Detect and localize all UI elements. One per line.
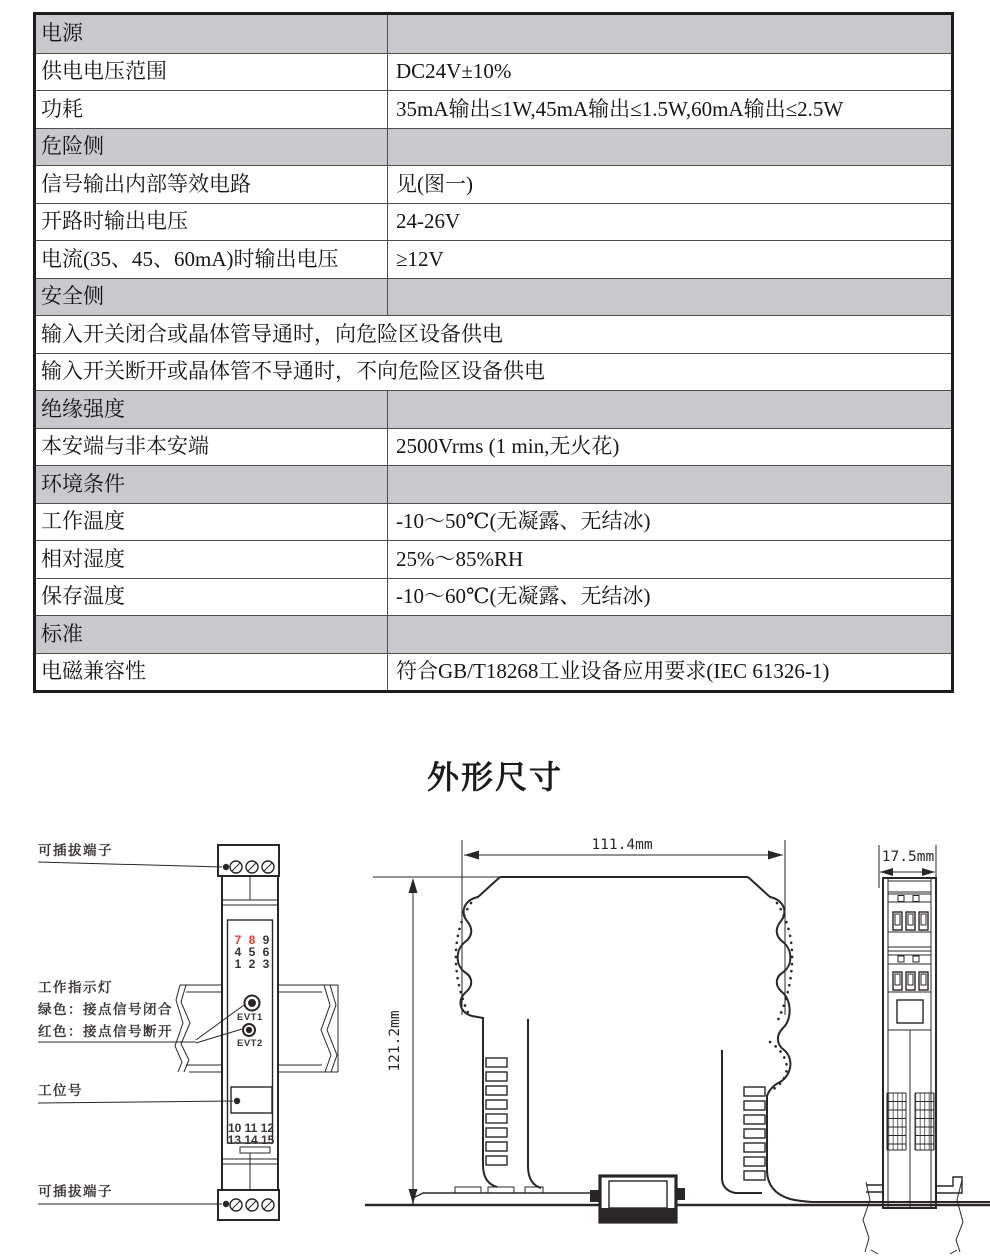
spec-value: -10～50℃(无凝露、无结冰) — [396, 509, 651, 534]
led-evt2 — [237, 1024, 263, 1049]
spec-row — [36, 128, 951, 166]
spec-row — [36, 428, 951, 466]
end-housing — [883, 878, 936, 1208]
spec-label: 功耗 — [36, 91, 388, 128]
width-dim-label: 111.4mm — [591, 837, 653, 853]
spec-value: -10～60℃(无凝露、无结冰) — [396, 584, 651, 609]
spec-value: 25%～85%RH — [396, 546, 524, 571]
spec-value: 24-26V — [396, 209, 461, 234]
annotation-top-terminal: 可插拔端子 — [38, 843, 113, 858]
outline-dimension-drawing — [0, 820, 990, 1257]
spec-row — [36, 390, 951, 428]
spec-value — [388, 391, 951, 428]
terminal-number: 3 — [262, 957, 270, 971]
spec-value: DC24V±10% — [396, 59, 512, 84]
dimensions-heading: 外形尺寸 — [426, 759, 563, 795]
terminal-number: 7 — [234, 933, 242, 947]
spec-value: ≥12V — [396, 246, 444, 271]
terminal-number: 6 — [262, 945, 270, 959]
led1-label: EVT1 — [237, 1012, 263, 1023]
spec-label: 输入开关闭合或晶体管导通时，向危险区设备供电 — [41, 321, 503, 346]
leader-dot — [223, 1201, 229, 1207]
spec-value — [388, 15, 951, 53]
spec-label: 相对湿度 — [36, 541, 388, 578]
spec-label: 绝缘强度 — [36, 391, 388, 428]
leader-dot — [223, 864, 229, 870]
spec-label: 标准 — [36, 616, 388, 653]
spec-row — [36, 203, 951, 241]
spec-row — [36, 53, 951, 91]
spec-label: 安全侧 — [36, 279, 388, 316]
spec-value: 见(图一) — [396, 171, 473, 196]
annotation-indicator-title: 工作指示灯 — [38, 980, 113, 995]
spec-label: 开路时输出电压 — [36, 204, 388, 241]
terminal-number: 4 — [234, 945, 242, 959]
spec-label: 电流(35、45、60mA)时输出电压 — [36, 241, 388, 278]
din-clip — [590, 1176, 685, 1222]
leader-dot — [234, 1098, 240, 1104]
terminal-number: 1 — [234, 957, 242, 971]
spec-label: 本安端与非本安端 — [36, 429, 388, 466]
spec-row — [36, 15, 951, 53]
spec-label: 信号输出内部等效电路 — [36, 166, 388, 203]
terminal-number: 2 — [248, 957, 256, 971]
terminal-numbers-top — [235, 933, 270, 971]
terminal-number: 10 11 12 — [227, 1121, 275, 1135]
spec-row — [36, 578, 951, 616]
terminal-number: 5 — [248, 945, 256, 959]
front-view — [38, 842, 338, 1220]
end-terminals-1 — [893, 912, 928, 930]
spec-row — [36, 315, 951, 353]
spec-label: 电源 — [36, 15, 388, 53]
spec-label: 电磁兼容性 — [36, 654, 388, 691]
annotation-indicator-red: 红色：接点信号断开 — [38, 1024, 173, 1039]
spec-value — [388, 616, 951, 653]
spec-value: 符合GB/T18268工业设备应用要求(IEC 61326-1) — [396, 659, 830, 684]
spec-table — [33, 12, 954, 693]
spec-row — [36, 503, 951, 541]
spec-row — [36, 653, 951, 691]
spec-value — [388, 129, 951, 166]
height-dimension — [373, 877, 500, 1204]
terminal-numbers-bottom — [228, 1121, 275, 1147]
spec-value — [388, 466, 951, 503]
spec-row — [36, 353, 951, 391]
height-dim-label: 121.2mm — [387, 1010, 403, 1072]
end-view — [863, 845, 963, 1254]
spec-row — [36, 278, 951, 316]
led-evt1 — [237, 996, 263, 1024]
end-terminals-2 — [893, 972, 928, 990]
vent-slots-right — [744, 1087, 765, 1180]
terminal-number: 8 — [248, 933, 256, 947]
spec-row — [36, 615, 951, 653]
spec-label: 保存温度 — [36, 579, 388, 616]
spec-label: 工作温度 — [36, 504, 388, 541]
spec-label: 供电电压范围 — [36, 54, 388, 91]
station-window — [231, 1087, 272, 1113]
depth-dim-label: 17.5mm — [881, 849, 935, 865]
din-rail-section — [863, 1177, 963, 1254]
spec-row — [36, 240, 951, 278]
width-dimension — [462, 837, 785, 1015]
bottom-terminal-block — [218, 1190, 279, 1220]
led2-label: EVT2 — [237, 1038, 263, 1049]
spec-label: 危险侧 — [36, 129, 388, 166]
spec-value: 35mA输出≤1W,45mA输出≤1.5W,60mA输出≤2.5W — [396, 96, 844, 121]
spec-row — [36, 465, 951, 503]
spec-row — [36, 90, 951, 128]
spec-value: 2500Vrms (1 min,无火花) — [396, 434, 620, 459]
terminal-number: 13 14 15 — [227, 1133, 275, 1147]
annotation-indicator-green: 绿色：接点信号闭合 — [38, 1002, 173, 1017]
annotation-bottom-terminal: 可插拔端子 — [38, 1184, 113, 1199]
top-terminal-block — [218, 845, 279, 876]
spec-row — [36, 540, 951, 578]
annotation-station: 工位号 — [38, 1083, 83, 1098]
terminal-number: 9 — [262, 933, 270, 947]
spec-label: 输入开关断开或晶体管不导通时，不向危险区设备供电 — [41, 359, 545, 384]
vent-slots-left — [486, 1058, 507, 1165]
spec-label: 环境条件 — [36, 466, 388, 503]
spec-value — [388, 279, 951, 316]
spec-row — [36, 165, 951, 203]
